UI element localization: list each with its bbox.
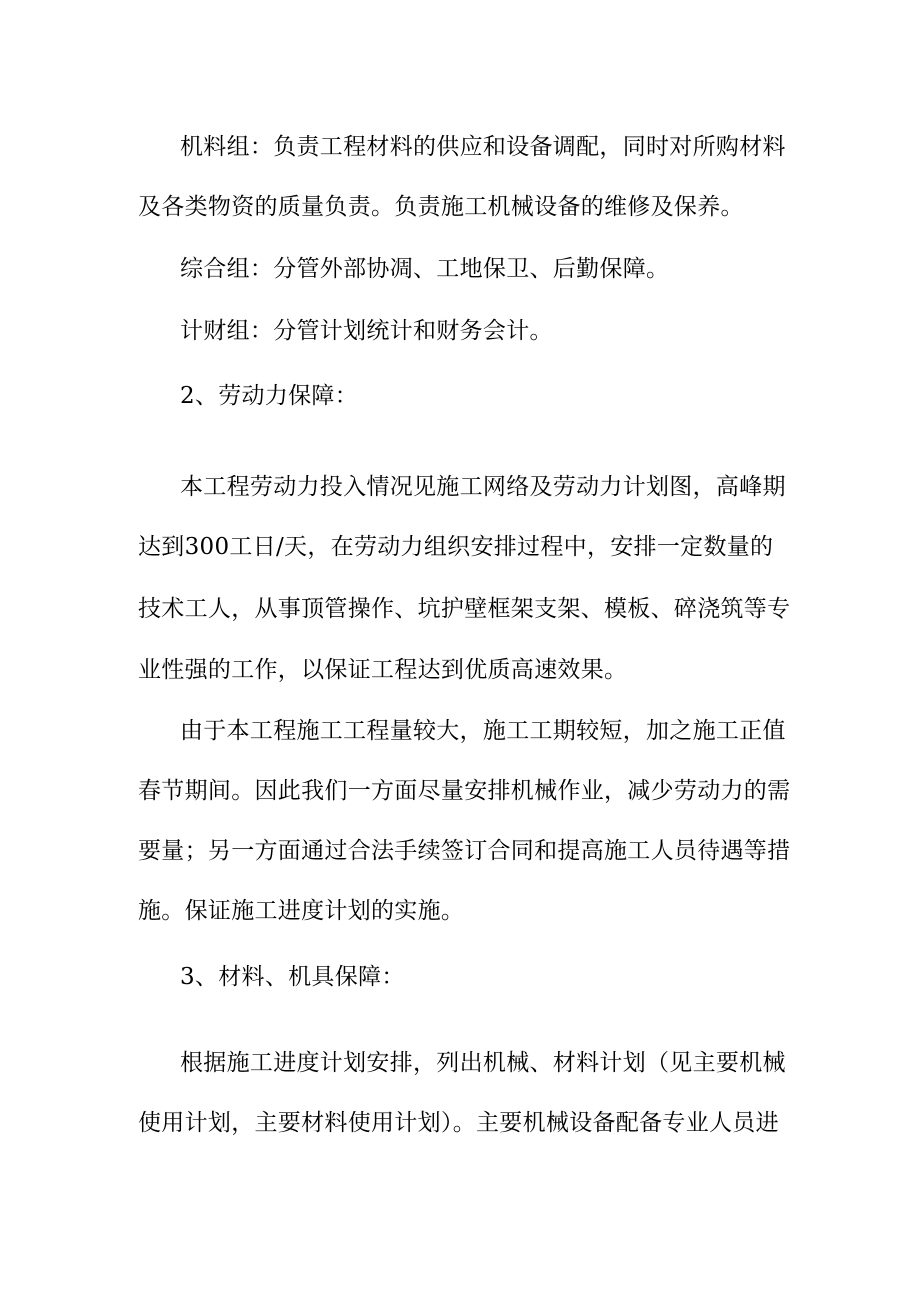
- paragraph-line: 计财组：分管计划统计和财务会计。: [180, 318, 553, 344]
- paragraph-line: 施。保证施工进度计划的实施。: [138, 898, 465, 924]
- section-heading: 2、劳动力保障：: [180, 383, 359, 409]
- paragraph-line: 由于本工程施工工程量较大，施工工期较短，加之施工正值: [180, 718, 786, 744]
- paragraph-line: 业性强的工作，以保证工程达到优质高速效果。: [138, 657, 628, 683]
- paragraph-line: 本工程劳动力投入情况见施工网络及劳动力计划图，高峰期: [180, 474, 786, 500]
- paragraph-line: 综合组：分管外部协凋、工地保卫、后勤保障。: [180, 256, 670, 282]
- section-heading: 3、材料、机具保障：: [180, 964, 405, 990]
- paragraph-line: 要量；另一方面通过合法手续签订合同和提高施工人员待遇等措: [138, 838, 791, 864]
- paragraph-line: 春节期间。因此我们一方面尽量安排机械作业，减少劳动力的需: [138, 778, 791, 804]
- paragraph-line: 使用计划，主要材料使用计划）。主要机械设备配备专业人员进: [138, 1110, 779, 1136]
- paragraph-line: 机料组：负责工程材料的供应和设备调配，同时对所购材料: [180, 134, 786, 160]
- paragraph-line: 技术工人，从事顶管操作、坑护壁框架支架、模板、碎浇筑等专: [138, 596, 791, 622]
- paragraph-line: 根据施工进度计划安排，列出机械、材料计划（见主要机械: [180, 1050, 786, 1076]
- paragraph-line: 及各类物资的质量负责。负责施工机械设备的维修及保养。: [138, 194, 744, 220]
- paragraph-line: 达到300工日/天，在劳动力组织安排过程中，安排一定数量的: [138, 534, 774, 560]
